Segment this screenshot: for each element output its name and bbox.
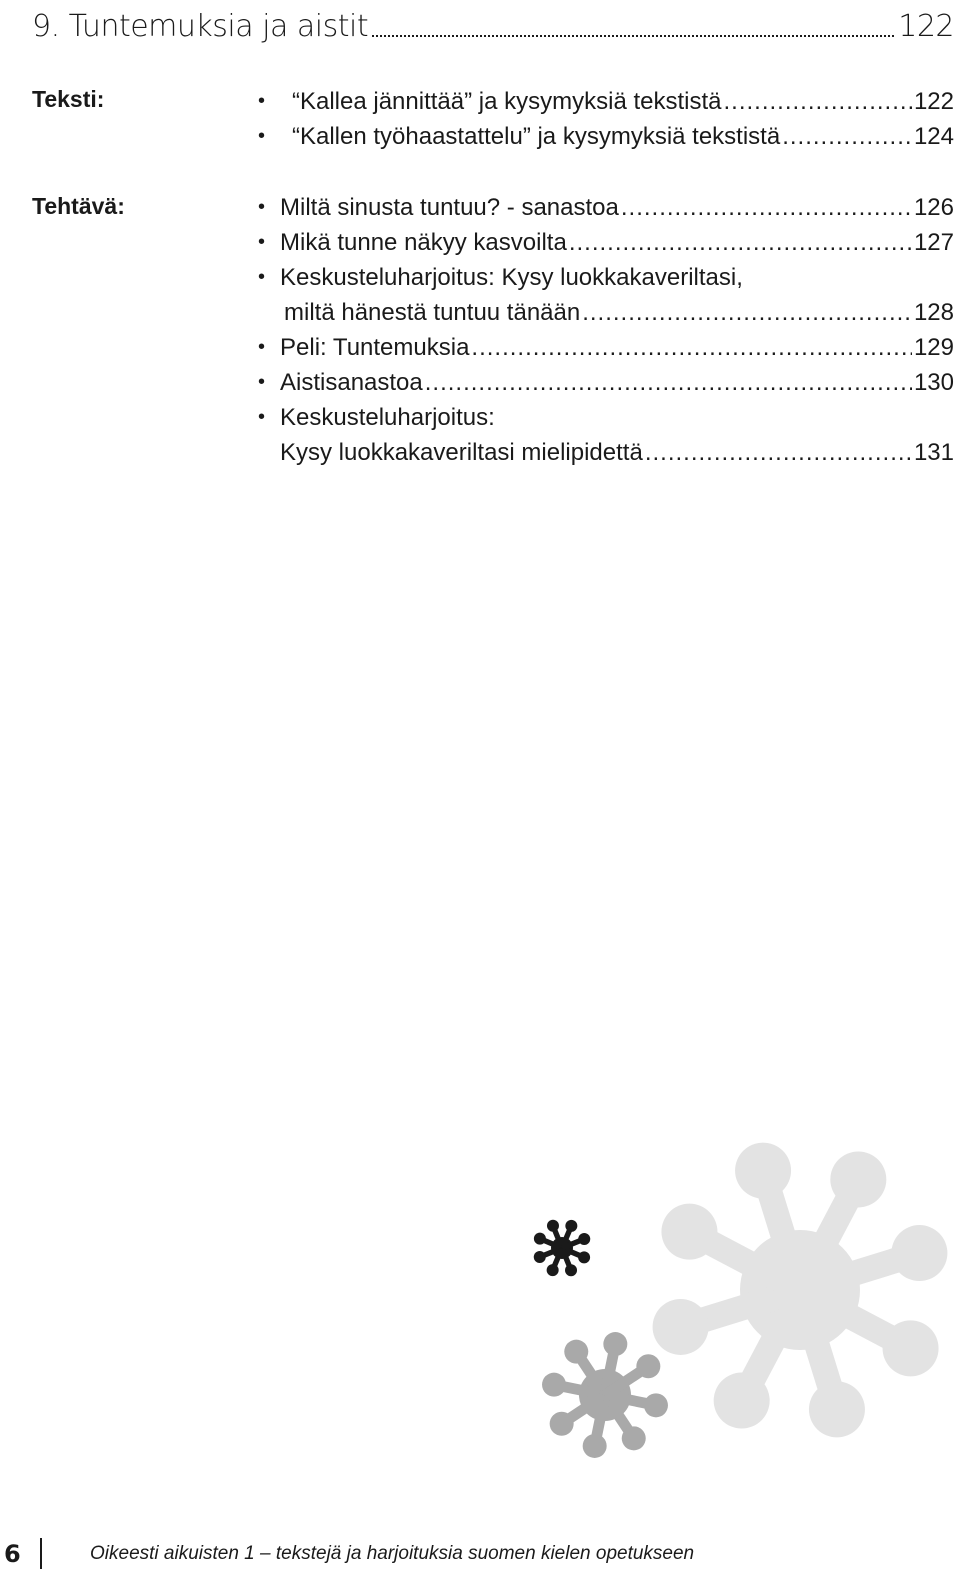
toc-item-page: 127 [913,229,954,256]
flower-petal [714,1373,770,1429]
flower-petal [547,1220,559,1232]
chapter-page-number: 122 [898,9,954,44]
chapter-leader-dots [372,35,894,37]
small-flower-icon [534,1220,590,1276]
flower-petal [578,1233,590,1245]
toc-item-page: 130 [913,369,954,396]
bullet-icon: • [258,266,266,288]
footer-book-title: Oikeesti aikuisten 1 – tekstejä ja harjoituksia suomen kielen opetukseen [90,1543,695,1564]
toc-item[interactable] [258,190,954,225]
toc-leader-dots [645,435,912,470]
flower-petal [636,1354,660,1378]
bullet-icon: • [258,90,266,112]
toc-leader-dots [621,190,912,225]
toc-item-title: Aistisanastoa [280,369,423,396]
toc-item-title: Keskusteluharjoitus: [280,404,495,431]
toc-item-page: 128 [913,299,954,326]
flower-petal [883,1320,939,1376]
bullet-icon: • [258,406,266,428]
toc-item-title: Mikä tunne näkyy kasvoilta [280,229,567,256]
toc-item-title: “Kallea jännittää” ja kysymyksiä tekstistä [292,88,722,115]
medium-flower-icon [542,1332,668,1458]
section-label-tehtava: Tehtävä: [32,193,125,219]
toc-item-title-continued: miltä hänestä tuntuu tänään [284,299,581,326]
toc-leader-dots [471,330,912,365]
decorative-flowers [510,1120,950,1470]
toc-leader-dots [782,119,912,154]
toc-item-title: Keskusteluharjoitus: Kysy luokkakaveriltasi, [280,264,743,291]
toc-item-page: 129 [913,334,954,361]
toc-item[interactable] [258,330,954,365]
bullet-icon: • [258,371,266,393]
toc-item-title: Miltä sinusta tuntuu? - sanastoa [280,194,619,221]
toc-list-teksti [258,84,954,154]
toc-leader-dots [582,295,912,330]
chapter-heading [32,2,954,42]
toc-item-page: 126 [913,194,954,221]
toc-leader-dots [724,84,912,119]
flower-petal [534,1233,546,1245]
flower-petal [565,1264,577,1276]
toc-item[interactable] [258,260,954,295]
toc-item[interactable] [258,84,954,119]
page-number: 6 [4,1540,21,1568]
toc-item-page: 122 [913,88,954,115]
flower-petal [547,1264,559,1276]
toc-item[interactable] [258,400,954,435]
flower-petal [830,1151,886,1207]
toc-list-tehtava [258,190,954,470]
flower-petal [809,1381,865,1437]
flower-petal [603,1332,627,1356]
flower-petal [622,1426,646,1450]
large-flower-icon [653,1143,948,1438]
toc-item-continuation[interactable] [258,295,954,330]
flower-petal [550,1412,574,1436]
flower-petal [542,1373,566,1397]
bullet-icon: • [258,196,266,218]
flower-petal [565,1220,577,1232]
toc-item[interactable] [258,119,954,154]
chapter-title: 9. Tuntemuksia ja aistit [32,9,369,44]
toc-item-title: Peli: Tuntemuksia [280,334,470,361]
toc-item-page: 124 [913,123,954,150]
toc-item-continuation[interactable] [258,435,954,470]
bullet-icon: • [258,231,266,253]
toc-item-title-continued: Kysy luokkakaveriltasi mielipidettä [280,439,643,466]
toc-item-page: 131 [913,439,954,466]
bullet-icon: • [258,125,266,147]
flower-petal [534,1251,546,1263]
section-label-teksti: Teksti: [32,86,105,112]
toc-leader-dots [569,225,912,260]
flower-petal [644,1393,668,1417]
toc-leader-dots [425,365,912,400]
flower-petal [661,1204,717,1260]
flower-petal [653,1299,709,1355]
flower-petal [583,1434,607,1458]
toc-item[interactable] [258,365,954,400]
toc-item[interactable] [258,225,954,260]
flower-petal [891,1225,947,1281]
bullet-icon: • [258,336,266,358]
toc-item-title: “Kallen työhaastattelu” ja kysymyksiä tekstistä [292,123,781,150]
flower-petal [564,1340,588,1364]
flower-petal [578,1251,590,1263]
flower-petal [735,1143,791,1199]
